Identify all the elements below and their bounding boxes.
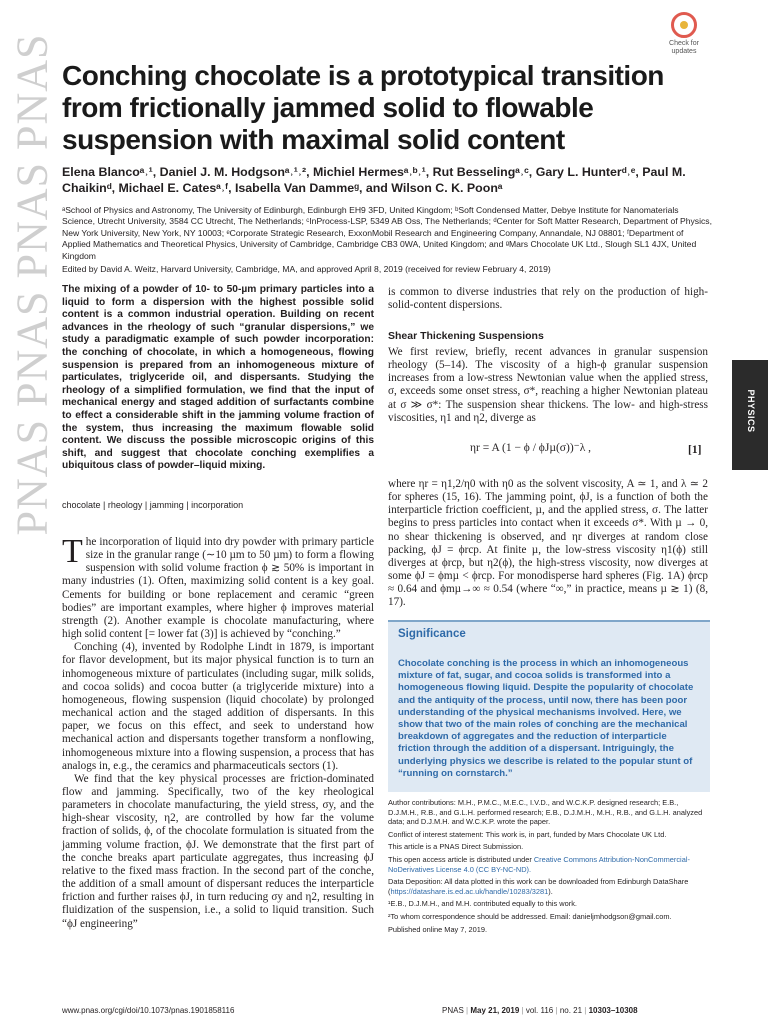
significance-text: Chocolate conching is the process in which an inhomogeneous mixture of fat, sugar, and cocoa solids is transformed into a homogeneous flowing liquid. Despite the popularity of chocolate and the antiquity of the process, until now, there has been poor understanding of the physical mechanisms involved. Here, we show that two of the main roles of conching are the mechanical breakdown of aggregates and the reduction of interparticle friction through the addition of a dispersant. Intriguingly, the underlying physics we describe is related to the popular stunt of “running on cornstarch.” xyxy=(398,658,694,779)
check-for-updates-icon xyxy=(671,12,697,38)
section-heading: Shear Thickening Suspensions xyxy=(388,330,544,342)
affiliations: ᵃSchool of Physics and Astronomy, The University of Edinburgh, Edinburgh EH9 3FD, United Kingdom; ᵇSoft Condensed Matter, Debye Institute for Nanomaterials Science, Utrecht University, 3584 CC Utrecht, The Netherlands; ᶜInProcess-LSP, 5349 AB Oss, The Netherlands; ᵈCenter for Soft Matter Research, Department of Physics, New York University, New York, NY 10003; ᵉCorporate Strategic Research, ExxonMobil Research and Engineering Company, Annandale, NJ 08801; ᶠDepartment of Applied Mathematics and Theoretical Physics, University of Cambridge, Cambridge CB3 0WA, United Kingdom; and ᵍMars Chocolate UK Ltd., Slough SL1 4JX, United Kingdom xyxy=(62,205,712,261)
drop-cap: T xyxy=(62,533,83,570)
published-date: Published online May 7, 2019. xyxy=(388,924,488,934)
paragraph-jamming: where ηr = η1,2/η0 with η0 as the solvent viscosity, A ≃ 1, and λ ≃ 2 for spheres (15, 16). The jamming point, ϕJ, is a function of both the interparticle friction coefficient, µ, and the applied stress, σ. The latter begins to press particles into contact when it exceeds σ*. With µ → 0, no shear thickening is observed, and ηr diverges at random close packing, ϕJ = ϕrcp. At finite µ, the low-stress viscosity η1(ϕ) still diverges at ϕrcp, but η2(ϕ), the high-stress viscosity, now diverges at some ϕJ = ϕmµ < ϕrcp. For monodisperse hard spheres (Fig. 1A) ϕrcp ≈ 0.64 and ϕmµ→∞ ≈ 0.54 (where “∞,” in practice, means µ ≳ 1) (8, 17). xyxy=(388,478,708,609)
paragraph-shear-thickening: We first review, briefly, recent advances in granular suspension rheology (5–14). The viscosity of a high-ϕ granular suspension increases from a low-stress Newtonian value when the applied stress, σ, exceeds some onset stress, σ*, reaching a higher Newtonian plateau at σ ≫ σ*: The suspension shear thickens. The low- and high-stress viscosities, η1 and η2, diverge as xyxy=(388,346,708,424)
check-for-updates-label: Check for updates xyxy=(669,40,699,55)
doi-url[interactable]: www.pnas.org/cgi/doi/10.1073/pnas.1901858116 xyxy=(62,1006,235,1015)
abstract: The mixing of a powder of 10- to 50-µm primary particles into a liquid to form a dispersion with the highest possible solid content is a common industrial operation. Building on recent advances in the rheology of such “granular dispersions,” we study a paradigmatic example of such powder incorporation: the conching of chocolate, in which a homogeneous, flowing suspension is prepared from an inhomogeneous mixture of particulates, triglyceride oil, and dispersants. Studying the rheology of a simplified formulation, we find that the input of mechanical energy and staged addition of surfactants combine to effect a considerable shift in the jamming volume fraction of the system, thus increasing the maximum flowable solid content. We discuss the possible microscopic origins of this shift, and suggest that chocolate conching exemplifies a ubiquitous class of powder–liquid mixing. xyxy=(62,284,374,472)
paragraph-findings: We find that the key physical processes are friction-dominated flow and jamming. Specifically, two of the key rheological parameters in chocolate manufacturing, the yield stress, σy, and the high-shear viscosity, η2, are controlled by how far the volume fraction of solids, ϕ, of the chocolate formulation is situated from the jamming volume fraction, ϕJ. We demonstrate that the first part of the conche breaks apart particulate aggregates, thus increasing ϕJ relative to the fixed mass fraction. In the second part of the conche, the addition of a small amount of dispersant reduces the interparticle friction and further raises ϕJ, in turn reducing σy and η2, resulting in fluidization of the suspension, i.e., a solid to liquid transition. Such “ϕJ engineering” xyxy=(62,772,374,930)
pnas-watermark: PNAS PNAS PNAS PNAS xyxy=(7,33,57,536)
article-notes xyxy=(388,798,710,937)
footnote-2: ²To whom correspondence should be addressed. Email: danieljmhodgson@gmail.com. xyxy=(388,911,672,921)
journal-name: PNAS xyxy=(442,1006,464,1015)
paragraph-intro: The incorporation of liquid into dry powder with primary particle size in the granular range (∼10 µm to 50 µm) to form a flowing suspension with solid volume fraction ϕ ≳ 50% is important in many industries (1). Often, maximizing solid content is a key goal. Cements for building or bone replacement and ceramic “green bodies” are important examples, where higher ϕ improves material strength (2). Another example is chocolate manufacturing, where high solid content [= lower fat (3)] is achieved by “conching.” xyxy=(62,533,374,641)
equation-1: ηr = A (1 − ϕ / ϕJµ(σ))⁻λ , xyxy=(470,442,592,454)
paragraph-conching: Conching (4), invented by Rodolphe Lindt in 1879, is important for flavor development, but its major physical function is to turn an inhomogeneous mixture of particulates (including sugar, milk solids, and cocoa solids) and cocoa butter (a triglyceride mixture) into a homogeneous, flowing suspension (liquid chocolate) by prolonged mechanical action and the staged addition of dispersants. In this paper, we focus on this effect, and seek to understand how mechanical action and dispersants together transform a nonflowing, inhomogeneous mixture into a flowing suspension, a process that has analogs in, e.g., the ceramics and pharmaceuticals sectors (1). xyxy=(62,641,374,772)
open-access-note: This open access article is distributed under Creative Commons Attribution-NonCommercial-NoDerivatives License 4.0 (CC BY-NC-ND). xyxy=(388,854,690,874)
footnote-1: ¹E.B., D.J.M.H., and M.H. contributed equally to this work. xyxy=(388,899,577,909)
section-tab-physics: PHYSICS xyxy=(732,360,768,470)
issue-number: no. 21 xyxy=(559,1006,583,1015)
data-deposition: Data Deposition: All data plotted in this work can be downloaded from Edinburgh DataShare (https://datashare.is.ed.ac.uk/handle/10283/3281). xyxy=(388,877,689,896)
volume: vol. 116 xyxy=(525,1006,554,1015)
page-range: 10303–10308 xyxy=(588,1006,638,1015)
equation-number: [1] xyxy=(688,444,702,456)
author-list: Elena Blancoᵃ˒¹, Daniel J. M. Hodgsonᵃ˒¹˒², Michiel Hermesᵃ˒ᵇ˒¹, Rut Besselingᵃ˒ᶜ, Gary L. Hunterᵈ˒ᵉ, Paul M. Chaikinᵈ, Michael E. Catesᵃ˒ᶠ, Isabella Van Dammeᵍ, and Wilson C. K. Poonᵃ xyxy=(62,165,686,195)
article-title: Conching chocolate is a prototypical transition from frictionally jammed solid to flowable suspension with maximal solid content xyxy=(62,60,664,155)
body-right-continuation: is common to diverse industries that rely on the production of high-solid-content dispersions. xyxy=(388,286,708,312)
conflict-statement: Conflict of interest statement: This work is, in part, funded by Mars Chocolate UK Ltd. xyxy=(388,829,667,839)
body-left-column xyxy=(62,533,374,931)
edited-by: Edited by David A. Weitz, Harvard University, Cambridge, MA, and approved April 8, 2019 (received for review February 4, 2019) xyxy=(62,264,551,274)
issue-date: May 21, 2019 xyxy=(470,1006,520,1015)
license-link[interactable]: Creative Commons Attribution-NonCommercial-NoDerivatives License 4.0 (CC BY-NC-ND). xyxy=(388,854,690,874)
author-contributions: Author contributions: M.H., P.M.C., M.E.C., I.V.D., and W.C.K.P. designed research; E.B., D.J.M.H., R.B., and G.L.H. performed research; E.B., D.J.M.H., M.H., R.B., and G.L.H. analyzed data; and D.J.M.H. and W.C.K.P. wrote the paper. xyxy=(388,798,703,827)
check-for-updates-badge[interactable] xyxy=(662,12,706,62)
datashare-link[interactable]: https://datashare.is.ed.ac.uk/handle/10283/3281 xyxy=(390,886,549,896)
significance-box xyxy=(388,620,710,792)
journal-citation: PNAS | May 21, 2019 | vol. 116 | no. 21 | 10303–10308 xyxy=(442,1006,638,1015)
significance-title: Significance xyxy=(398,628,466,640)
direct-submission: This article is a PNAS Direct Submission. xyxy=(388,842,524,852)
keywords: chocolate | rheology | jamming | incorporation xyxy=(62,500,244,510)
